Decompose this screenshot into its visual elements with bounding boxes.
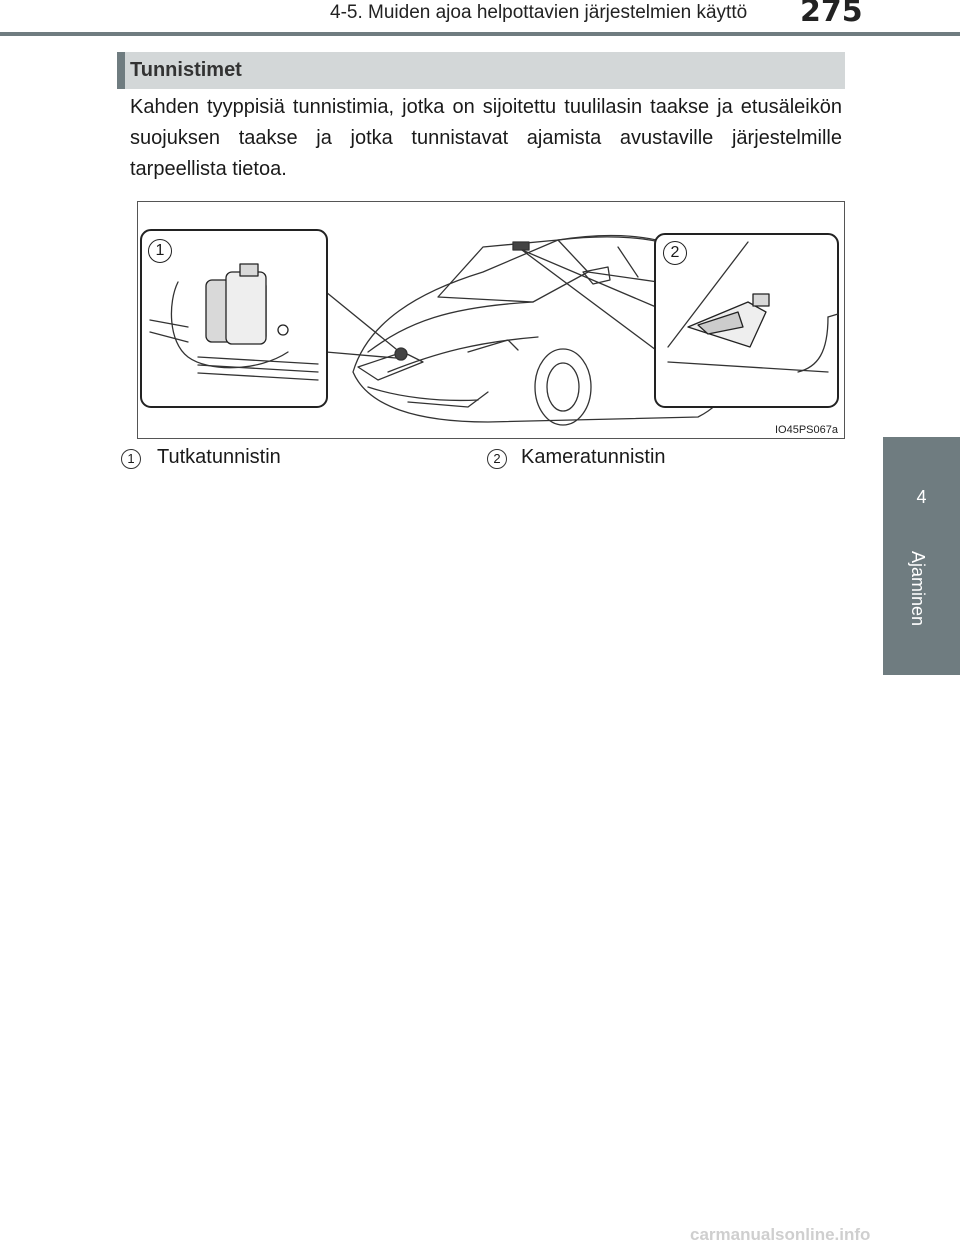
chapter-tab <box>883 437 960 675</box>
legend-label-camera: Kameratunnistin <box>521 446 666 468</box>
section-body: Kahden tyyppisiä tunnistimia, jotka on sijoitettu tuulilasin taakse ja etusäleikön suojuksen taakse ja jotka tunnistavat ajamista avustaville järjestelmille tarpeellista tietoa. <box>130 96 842 180</box>
car-illustration <box>138 202 845 439</box>
legend-badge-2: 2 <box>487 449 507 469</box>
section-heading <box>117 52 845 89</box>
header-rule <box>0 32 960 36</box>
section-accent <box>117 52 125 89</box>
sensor-figure <box>137 201 845 439</box>
inset-badge-1-number: 1 <box>155 242 165 259</box>
page-number: 275 <box>800 0 863 29</box>
section-title: Tunnistimet <box>130 59 242 81</box>
figure-code: IO45PS067a <box>775 424 838 436</box>
chapter-label: Ajaminen <box>908 551 928 627</box>
watermark: carmanualsonline.info <box>690 1225 871 1244</box>
legend-badge-1: 1 <box>121 449 141 469</box>
chapter-number: 4 <box>916 487 927 507</box>
header-title: 4-5. Muiden ajoa helpottavien järjestelmien käyttö <box>330 2 748 23</box>
legend-label-radar: Tutkatunnistin <box>157 446 281 468</box>
inset-badge-2-number: 2 <box>670 244 680 261</box>
inset-badge-2 <box>663 241 687 265</box>
inset-badge-1 <box>148 239 172 263</box>
